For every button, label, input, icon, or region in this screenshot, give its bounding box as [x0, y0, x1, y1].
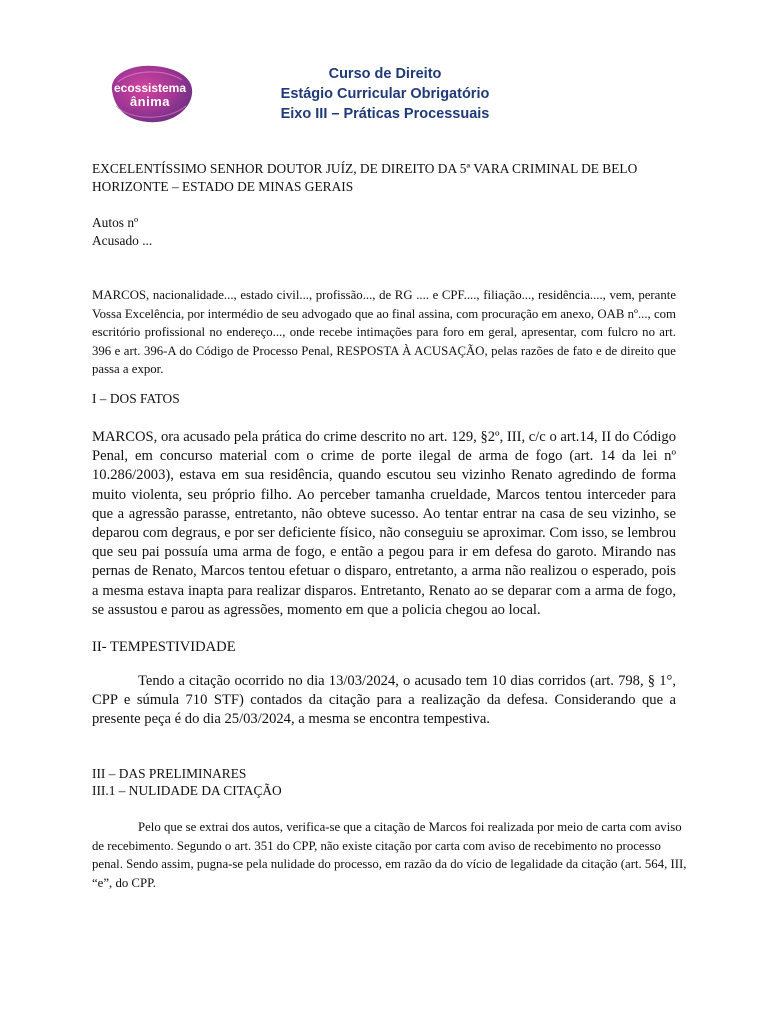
case-acusado: Acusado ...: [92, 233, 153, 248]
intro-paragraph: MARCOS, nacionalidade..., estado civil..., profissão..., de RG .... e CPF...., filiação..., residência...., vem, perante Vossa Excelência, por intermédio de seu advogado que ao final assina, com procuração em anexo, OAB nº..., com escritório profissional no endereço..., onde recebe intimações para foro em geral, apresentar, com fulcro no art. 396 e art. 396-A do Código de Processo Penal, RESPOSTA À ACUSAÇÃO, pelas razões de fato e de direito que passa a expor.: [92, 288, 676, 377]
section-nulidade-title: III.1 – NULIDADE DA CITAÇÃO: [92, 783, 282, 798]
ecossistema-anima-logo: [102, 62, 198, 126]
axis-title: Eixo III – Práticas Processuais: [280, 106, 490, 122]
address-line-2: HORIZONTE – ESTADO DE MINAS GERAIS: [92, 179, 354, 194]
course-title: Curso de Direito: [328, 66, 442, 82]
section-nulidade-text: Pelo que se extrai dos autos, verifica-se que a citação de Marcos foi realizada por meio de carta com aviso de recebimento. Segundo o art. 351 do CPP, não existe citação por carta com aviso de recebimento no processo penal. Sendo assim, pugna-se pela nulidade do processo, em razão da do vício de legalidade da citação (art. 564, III, “e”, do CPP.: [92, 820, 687, 890]
address-line-1: EXCELENTÍSSIMO SENHOR DOUTOR JUÍZ, DE DIREITO DA 5ª VARA CRIMINAL DE BELO: [92, 161, 638, 176]
case-autos: Autos nº: [92, 215, 139, 230]
section-fatos-title: I – DOS FATOS: [92, 391, 180, 406]
logo-text-top: ecossistema: [113, 81, 187, 95]
course-header: [250, 64, 520, 124]
section-preliminares-title: III – DAS PRELIMINARES: [92, 766, 247, 781]
internship-title: Estágio Curricular Obrigatório: [280, 86, 490, 102]
logo-text-bottom: ânima: [129, 94, 171, 109]
section-tempestividade-title: II- TEMPESTIVIDADE: [92, 639, 236, 655]
section-fatos-text: MARCOS, ora acusado pela prática do crime descrito no art. 129, §2º, III, c/c o art.14, II do Código Penal, em concurso material com o crime de porte ilegal de arma de fogo (art. 14 da lei nº 10.286/2003), estava em sua residência, quando escutou seu vizinho Renato agredindo de forma muito violenta, seu próprio filho. Ao perceber tamanha crueldade, Marcos tentou interceder para que a agressão parasse, entretanto, não obteve sucesso. Ao tentar entrar na casa de seu vizinho, se deparou com degraus, e por ser deficiente físico, não conseguiu se aproximar. Com isso, se lembrou que seu pai possuía uma arma de fogo, e então a pegou para ir em defesa do garoto. Mirando nas pernas de Renato, Marcos tentou efetuar o disparo, entretanto, a arma não realizou o esperado, pois a mesma estava inapta para realizar disparos. Entretanto, Renato ao se deparar com a arma de fogo, se assustou e parou as agressões, momento em que a policia chegou ao local.: [92, 429, 676, 618]
section-tempestividade-text: Tendo a citação ocorrido no dia 13/03/2024, o acusado tem 10 dias corridos (art. 798, § 1°, CPP e súmula 710 STF) contados da citação para a realização da defesa. Considerando que a presente peça é do dia 25/03/2024, a mesma se encontra tempestiva.: [92, 673, 676, 728]
